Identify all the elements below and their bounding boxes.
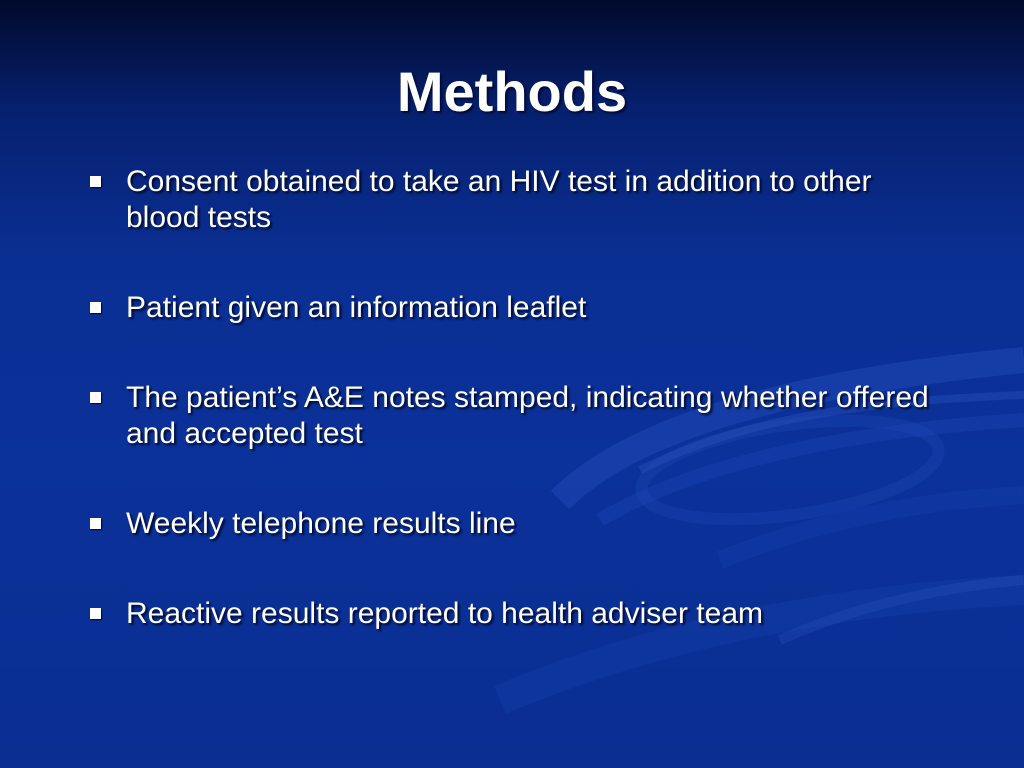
- bullet-text: Patient given an information leaflet: [126, 291, 587, 324]
- bullet-item: [88, 290, 948, 326]
- bullet-item: [88, 506, 948, 542]
- slide-title: Methods: [396, 60, 628, 123]
- square-bullet-icon: [90, 518, 101, 529]
- bullet-text: Reactive results reported to health adviser team: [126, 597, 763, 630]
- square-bullet-icon: [90, 176, 101, 187]
- square-bullet-icon: [90, 608, 101, 619]
- square-bullet-icon: [90, 302, 101, 313]
- bullet-item: [88, 380, 948, 452]
- bullet-text: Weekly telephone results line: [126, 507, 516, 540]
- bullet-text: The patient’s A&E notes stamped, indicating whether offered and accepted test: [126, 381, 929, 450]
- bullet-item: [88, 164, 948, 236]
- bullet-text: Consent obtained to take an HIV test in addition to other blood tests: [126, 165, 872, 234]
- square-bullet-icon: [90, 392, 101, 403]
- bullet-item: [88, 596, 948, 632]
- bullet-list: [88, 164, 948, 686]
